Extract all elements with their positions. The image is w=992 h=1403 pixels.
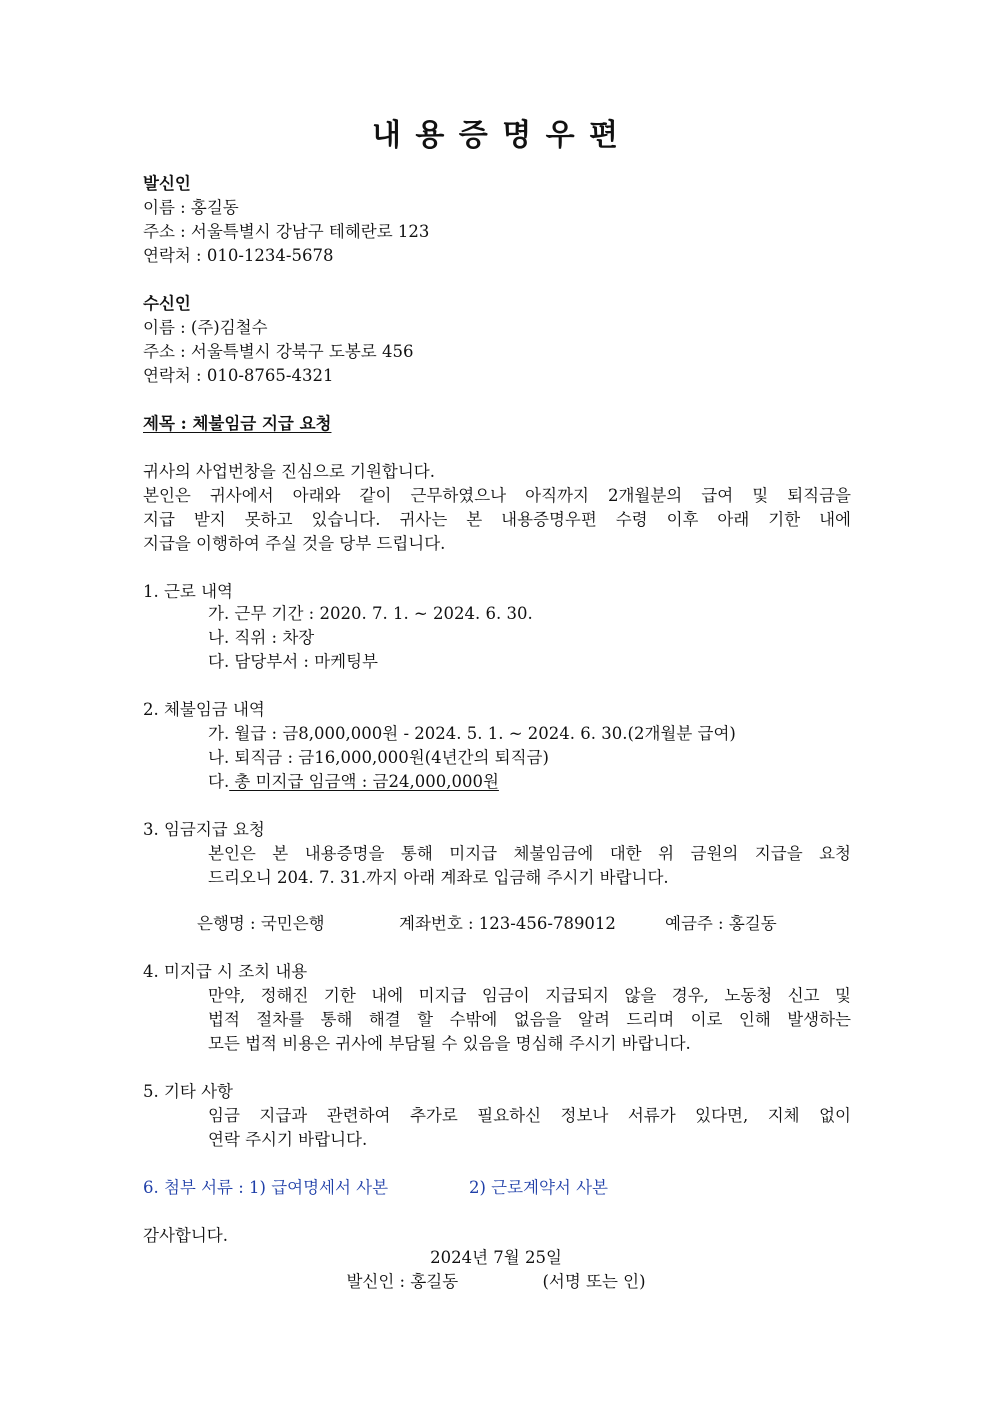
subject-line: 제목 : 체불임금 지급 요청 xyxy=(143,414,332,433)
document-date: 2024년 7월 25일 xyxy=(430,1248,562,1267)
bank-account-line xyxy=(197,912,777,936)
unpaid-total-line xyxy=(208,770,499,794)
section5-body-line: 연락 주시기 바랍니다. xyxy=(208,1130,368,1149)
section2-heading: 2. 체불임금 내역 xyxy=(143,700,265,719)
unpaid-salary: 가. 월급 : 금8,000,000원 - 2024. 5. 1. ~ 2024. 6. 30.(2개월분 급여) xyxy=(208,724,736,743)
recipient-heading: 수신인 xyxy=(143,294,191,313)
sender-heading: 발신인 xyxy=(143,174,191,193)
intro-line: 귀사의 사업번창을 진심으로 기원합니다. xyxy=(143,462,435,481)
attachments-line xyxy=(143,1176,608,1200)
attachments-heading: 6. 첨부 서류 : 1) 급여명세서 사본 xyxy=(143,1178,389,1197)
sender-name: 이름 : 홍길동 xyxy=(143,198,239,217)
section4-body-line: 만약, 정해진 기한 내에 미지급 임금이 지급되지 않을 경우, 노동청 신고 및 xyxy=(208,986,851,1005)
section3-body-line: 드리오니 204. 7. 31.까지 아래 계좌로 입금해 주시기 바랍니다. xyxy=(208,868,669,887)
attachment-item: 2) 근로계약서 사본 xyxy=(469,1178,608,1197)
signature-note: (서명 또는 인) xyxy=(542,1272,646,1291)
intro-line: 지급 받지 못하고 있습니다. 귀사는 본 내용증명우편 수령 이후 아래 기한 내에 xyxy=(143,510,851,529)
work-department: 다. 담당부서 : 마케팅부 xyxy=(208,652,378,671)
section3-body-line: 본인은 본 내용증명을 통해 미지급 체불임금에 대한 위 금원의 지급을 요청 xyxy=(208,844,851,863)
bank-name: 은행명 : 국민은행 xyxy=(197,914,325,933)
signature-line xyxy=(0,1270,992,1294)
signature-label: 발신인 : 홍길동 xyxy=(346,1272,459,1291)
recipient-address: 주소 : 서울특별시 강북구 도봉로 456 xyxy=(143,342,414,361)
section3-heading: 3. 임금지급 요청 xyxy=(143,820,265,839)
section4-heading: 4. 미지급 시 조치 내용 xyxy=(143,962,308,981)
section5-heading: 5. 기타 사항 xyxy=(143,1082,233,1101)
account-holder: 예금주 : 홍길동 xyxy=(665,914,777,933)
account-number: 계좌번호 : 123-456-789012 xyxy=(399,914,616,933)
section1-heading: 1. 근로 내역 xyxy=(143,582,233,601)
recipient-contact: 연락처 : 010-8765-4321 xyxy=(143,366,334,385)
work-position: 나. 직위 : 차장 xyxy=(208,628,315,647)
sender-contact: 연락처 : 010-1234-5678 xyxy=(143,246,334,265)
intro-line: 본인은 귀사에서 아래와 같이 근무하였으나 아직까지 2개월분의 급여 및 퇴직금을 xyxy=(143,486,851,505)
sender-address: 주소 : 서울특별시 강남구 테헤란로 123 xyxy=(143,222,430,241)
unpaid-total-prefix: 다. xyxy=(208,772,230,791)
work-period: 가. 근무 기간 : 2020. 7. 1. ~ 2024. 6. 30. xyxy=(208,604,533,623)
document-title: 내 용 증 명 우 편 xyxy=(371,118,621,153)
unpaid-total: 총 미지급 임금액 : 금24,000,000원 xyxy=(229,772,499,791)
section4-body-line: 모든 법적 비용은 귀사에 부담될 수 있음을 명심해 주시기 바랍니다. xyxy=(208,1034,691,1053)
recipient-name: 이름 : (주)김철수 xyxy=(143,318,268,337)
unpaid-severance: 나. 퇴직금 : 금16,000,000원(4년간의 퇴직금) xyxy=(208,748,549,767)
section5-body-line: 임금 지급과 관련하여 추가로 필요하신 정보나 서류가 있다면, 지체 없이 xyxy=(208,1106,851,1125)
intro-line: 지급을 이행하여 주실 것을 당부 드립니다. xyxy=(143,534,446,553)
closing-text: 감사합니다. xyxy=(143,1226,228,1245)
section4-body-line: 법적 절차를 통해 해결 할 수밖에 없음을 알려 드리며 이로 인해 발생하는 xyxy=(208,1010,851,1029)
